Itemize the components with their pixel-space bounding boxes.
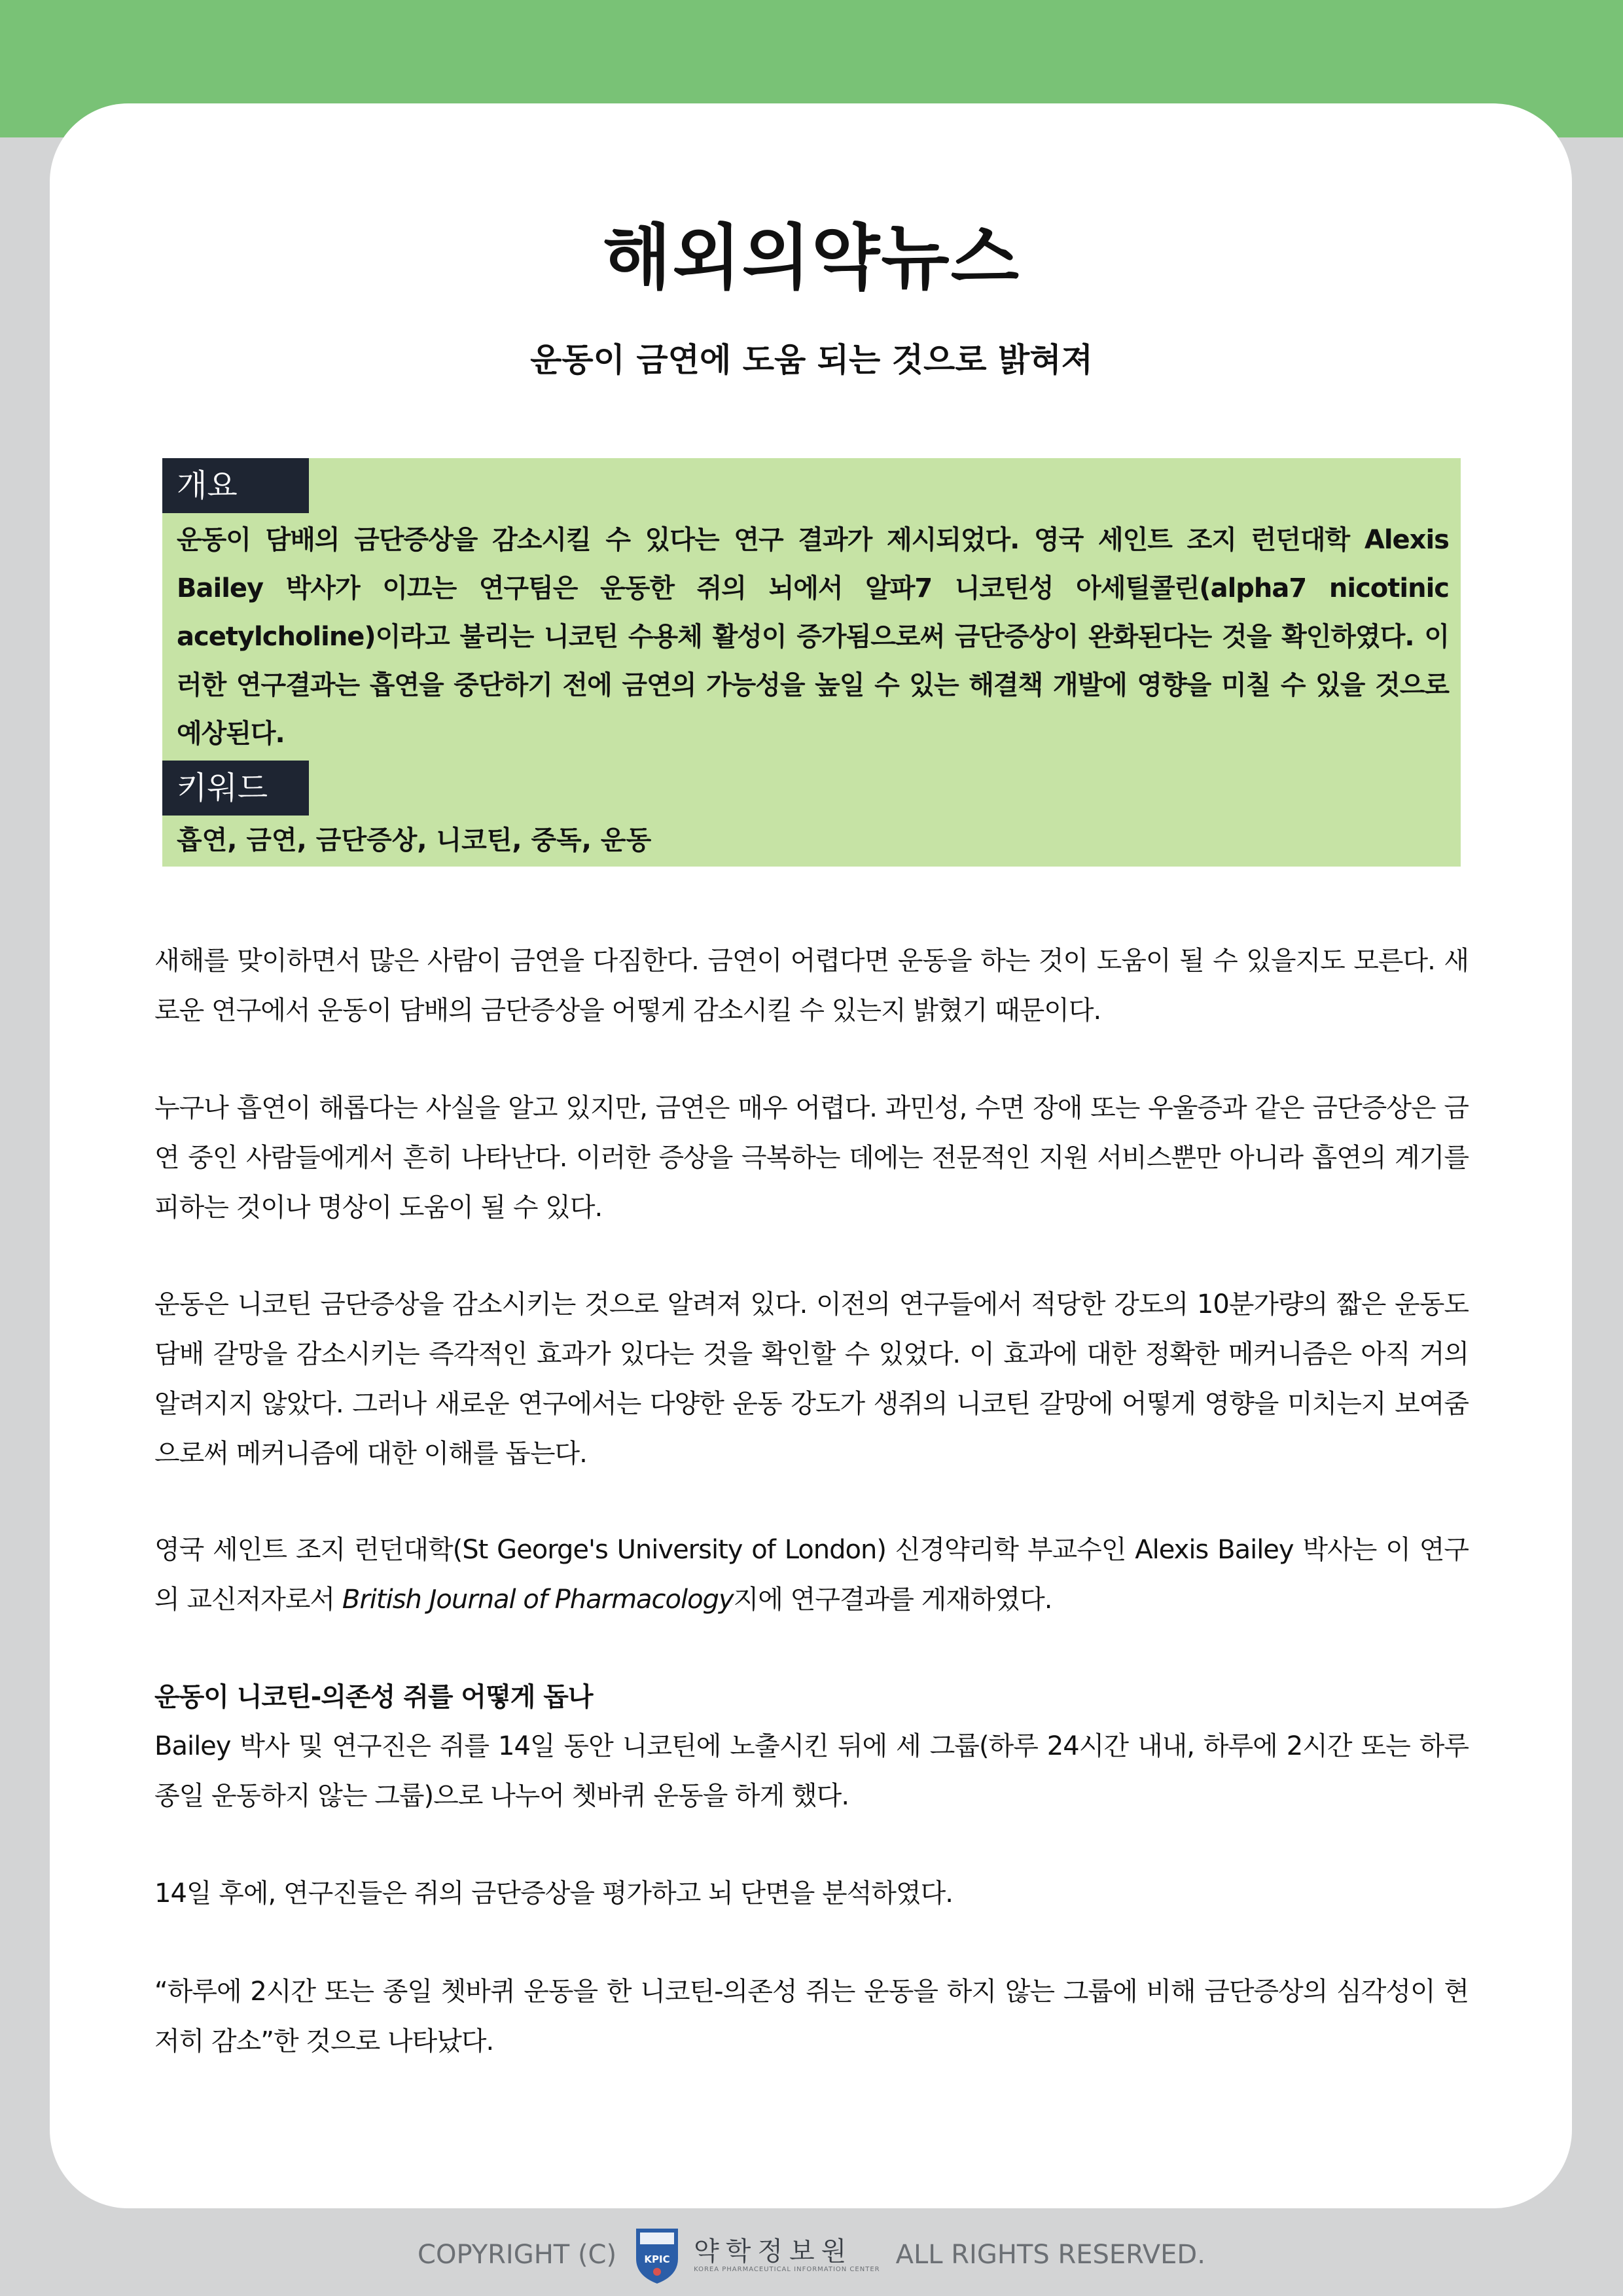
body-paragraph-1: 새해를 맞이하면서 많은 사람이 금연을 다짐한다. 금연이 어렵다면 운동을 하는 것이 도움이 될 수 있을지도 모른다. 새로운 연구에서 운동이 담배의 금단증상을 어떻게 감소시킬 수 있는지 밝혔기 때문이다. xyxy=(154,946,1469,1026)
logo-korean-name: 약학정보원 xyxy=(694,2236,853,2267)
summary-text: 운동이 담배의 금단증상을 감소시킬 수 있다는 연구 결과가 제시되었다. 영국 세인트 조지 런던대학 Alexis Bailey 박사가 이끄는 연구팀은 운동한 쥐의 뇌에서 알파7 니코틴성 아세틸콜린(alpha7 nicotinic acetylcholine)이라고 불리는 니코틴 수용체 활성이 증가됨으로써 금단증상이 완화된다는 것을 확인하였다. 이러한 연구결과는 흡연을 중단하기 전에 금연의 가능성을 높일 수 있는 해결책 개발에 영향을 미칠 수 있을 것으로 예상된다. xyxy=(177,525,1449,749)
paragraph-4-text-start: 영국 세인트 조지 런던대학(St George's University of London) 신경약리학 부교수인 Alexis Bailey 박사는 이 연구의 교신저자로서 xyxy=(154,1535,1469,1615)
body-paragraph-2: 누구나 흡연이 해롭다는 사실을 알고 있지만, 금연은 매우 어렵다. 과민성, 수면 장애 또는 우울증과 같은 금단증상은 금연 중인 사람들에게서 흔히 나타난다. 이러한 증상을 극복하는 데에는 전문적인 지원 서비스뿐만 아니라 흡연의 계기를 피하는 것이나 명상이 도움이 될 수 있다. xyxy=(154,1093,1469,1223)
body-paragraph-3: 운동은 니코틴 금단증상을 감소시키는 것으로 알려져 있다. 이전의 연구들에서 적당한 강도의 10분가량의 짧은 운동도 담배 갈망을 감소시키는 즉각적인 효과가 있다는 것을 확인할 수 있었다. 이 효과에 대한 정확한 메커니즘은 아직 거의 알려지지 않았다. 그러나 새로운 연구에서는 다양한 운동 강도가 생쥐의 니코틴 갈망에 어떻게 영향을 미치는지 보여줌으로써 메커니즘에 대한 이해를 돕는다. xyxy=(154,1289,1469,1469)
keyword-label: 키워드 xyxy=(162,761,309,816)
rights-text: ALL RIGHTS RESERVED. xyxy=(895,2240,1205,2270)
body-paragraph-6: 14일 후에, 연구진들은 쥐의 금단증상을 평가하고 뇌 단면을 분석하였다. xyxy=(154,1878,953,1909)
copyright-text: COPYRIGHT (C) xyxy=(418,2240,617,2270)
kpic-logo xyxy=(632,2225,880,2285)
article-title: 운동이 금연에 도움 되는 것으로 밝혀져 xyxy=(530,341,1093,379)
body-paragraph-5: Bailey 박사 및 연구진은 쥐를 14일 동안 니코틴에 노출시킨 뒤에 세 그룹(하루 24시간 내내, 하루에 2시간 또는 하루 종일 운동하지 않는 그룹)으로 나누어 쳇바퀴 운동을 하게 했다. xyxy=(154,1731,1469,1811)
body-paragraph-4 xyxy=(154,1525,1469,1624)
summary-label: 개요 xyxy=(162,458,309,513)
kpic-shield-icon xyxy=(632,2225,682,2285)
logo-english-name: KOREA PHARMACEUTICAL INFORMATION CENTER xyxy=(694,2265,880,2273)
paragraph-4-text-end: 지에 연구결과를 게재하였다. xyxy=(733,1585,1052,1615)
body-paragraph-7: “하루에 2시간 또는 종일 쳇바퀴 운동을 한 니코틴-의존성 쥐는 운동을 하지 않는 그룹에 비해 금단증상의 심각성이 현저히 감소”한 것으로 나타났다. xyxy=(154,1977,1469,2056)
journal-name: British Journal of Pharmacology xyxy=(342,1585,734,1615)
logo-text xyxy=(694,2237,880,2273)
footer xyxy=(0,2222,1623,2287)
page-title: 해외의약뉴스 xyxy=(603,217,1020,299)
keywords-text: 흡연, 금연, 금단증상, 니코틴, 중독, 운동 xyxy=(177,825,652,855)
summary-box xyxy=(162,458,1461,867)
section-heading: 운동이 니코틴-의존성 쥐를 어떻게 돕나 xyxy=(154,1682,593,1712)
logo-badge-text: KPIC xyxy=(644,2253,670,2265)
